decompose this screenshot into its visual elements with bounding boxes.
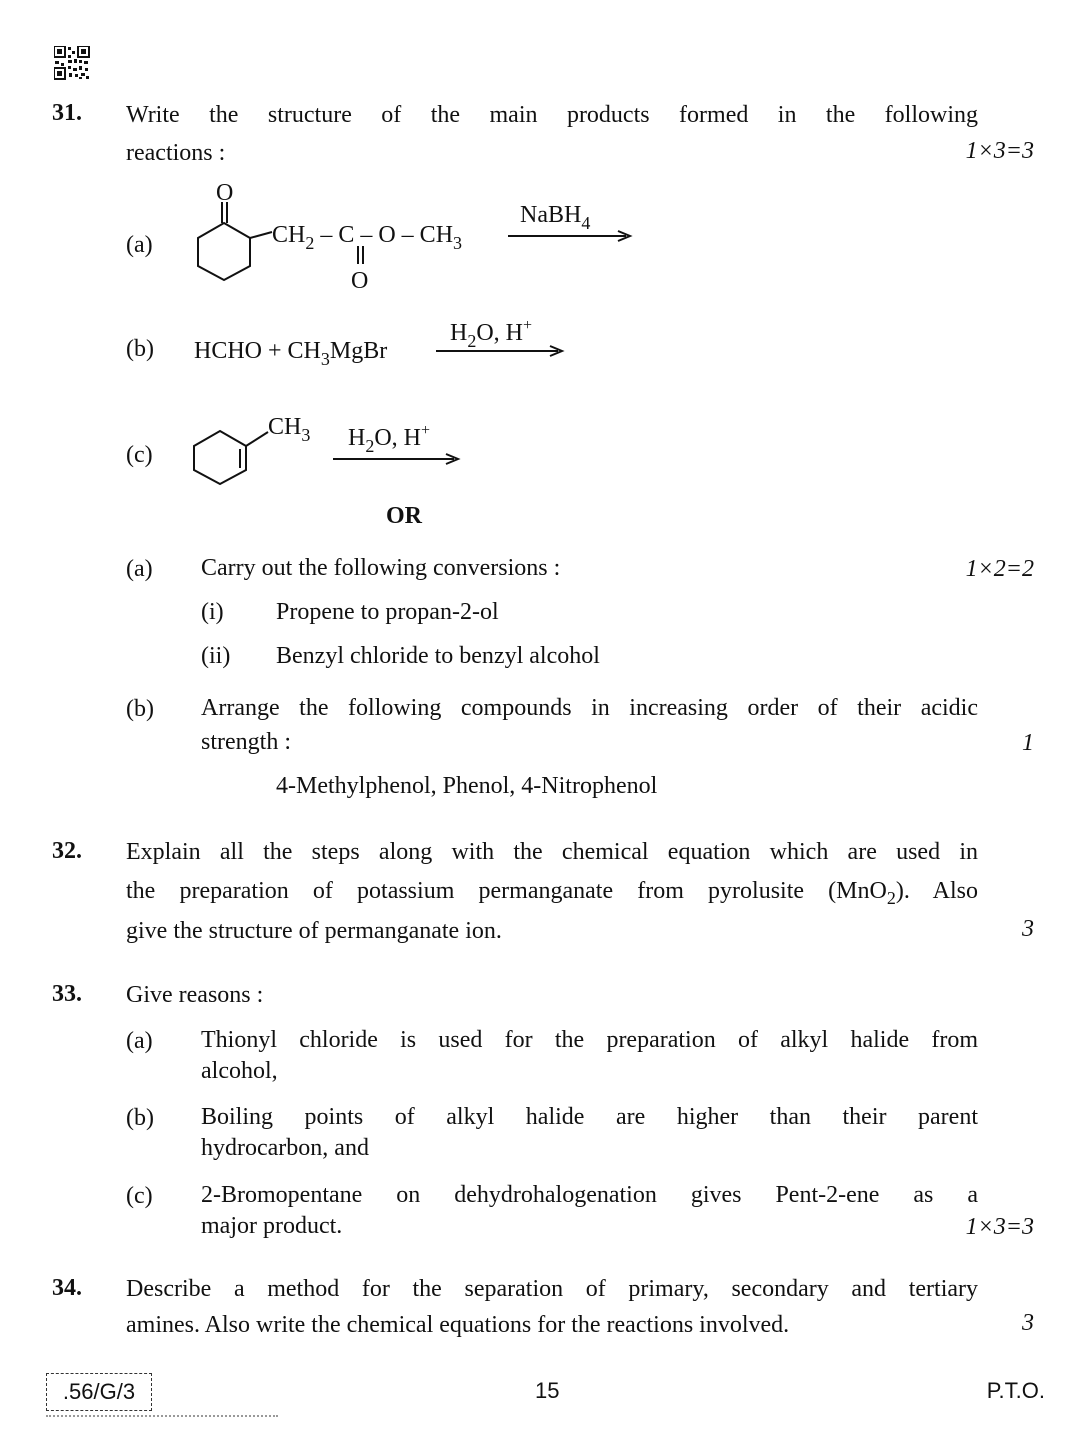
q31-alt-a-i-label: (i) [201,599,224,625]
q31-line1: Write the structure of the main products formed in the following [126,102,978,128]
q31-c-reaction-structure [190,408,490,488]
q33-b-line1: Boiling points of alkyl halide are higher than their parent [201,1104,978,1130]
q34-marks: 3 [1022,1310,1034,1336]
paper-code-box: .56/G/3 [46,1373,152,1411]
q31-marks: 1×3=3 [965,138,1034,164]
q31-alt-b-label: (b) [126,696,154,722]
q32-line2: the preparation of potassium permanganate from pyrolusite (MnO$_2$). Also [126,878,978,908]
q33-intro: Give reasons : [126,982,264,1008]
q31-b-equation: HCHO + $CH_3MgBr$ [194,338,388,369]
q33-a-line1: Thionyl chloride is used for the preparation of alkyl halide from [201,1027,978,1053]
or-separator: OR [386,503,422,529]
q31-c-reagent: $H_2O$, H+ [348,422,431,456]
q31-alt-a-i-text: Propene to propan-2-ol [276,599,499,625]
q31-a-label: (a) [126,232,153,258]
q31-alt-a-marks: 1×2=2 [965,556,1034,582]
q31-c-methyl: $CH_3$ [268,414,311,445]
qr-code-icon [54,46,90,80]
q32-line1: Explain all the steps along with the chemical equation which are used in [126,839,978,865]
q32-marks: 3 [1022,916,1034,942]
question-number-34: 34. [52,1275,82,1301]
q31-a-reaction-structure [190,176,650,296]
q31-a-ketone-oxygen: O [216,180,234,206]
question-number-33: 33. [52,981,82,1007]
q33-a-line2: alcohol, [201,1058,278,1084]
pto-label: P.T.O. [986,1378,1045,1403]
q33-c-line1: 2-Bromopentane on dehydrohalogenation gives Pent-2-ene as a [201,1182,978,1208]
footer-dotted-line [46,1415,278,1417]
q33-marks: 1×3=3 [965,1214,1034,1240]
q33-c-label: (c) [126,1183,153,1209]
q31-alt-a-ii-text: Benzyl chloride to benzyl alcohol [276,643,600,669]
q31-line2: reactions : [126,140,226,166]
q31-alt-a-label: (a) [126,556,153,582]
q31-a-reagent: NaBH$_4$ [520,202,591,233]
q33-b-line2: hydrocarbon, and [201,1135,369,1161]
q33-b-label: (b) [126,1105,154,1131]
question-number-31: 31. [52,100,82,126]
page-number: 15 [535,1378,560,1403]
q31-b-reaction [190,310,590,380]
q33-a-label: (a) [126,1028,153,1054]
q31-b-reagent: $H_2O$, H+ [450,317,533,351]
q31-alt-b-marks: 1 [1022,730,1034,756]
q34-line2: amines. Also write the chemical equations for the reactions involved. [126,1312,790,1338]
q31-a-chain: $CH_2$ – C – O – $CH_3$ [272,222,463,253]
q34-line1: Describe a method for the separation of primary, secondary and tertiary [126,1276,978,1302]
q31-c-label: (c) [126,442,153,468]
q31-alt-b-line1: Arrange the following compounds in increasing order of their acidic [201,695,978,721]
q31-b-label: (b) [126,336,154,362]
q31-alt-b-line2: strength : [201,729,291,755]
q31-alt-b-compounds: 4-Methylphenol, Phenol, 4-Nitrophenol [276,773,658,799]
q31-a-ester-oxygen: O [351,268,369,294]
question-number-32: 32. [52,838,82,864]
q32-line3: give the structure of permanganate ion. [126,918,502,944]
q33-c-line2: major product. [201,1213,343,1239]
q31-alt-a-ii-label: (ii) [201,643,231,669]
q31-alt-a-text: Carry out the following conversions : [201,555,561,581]
